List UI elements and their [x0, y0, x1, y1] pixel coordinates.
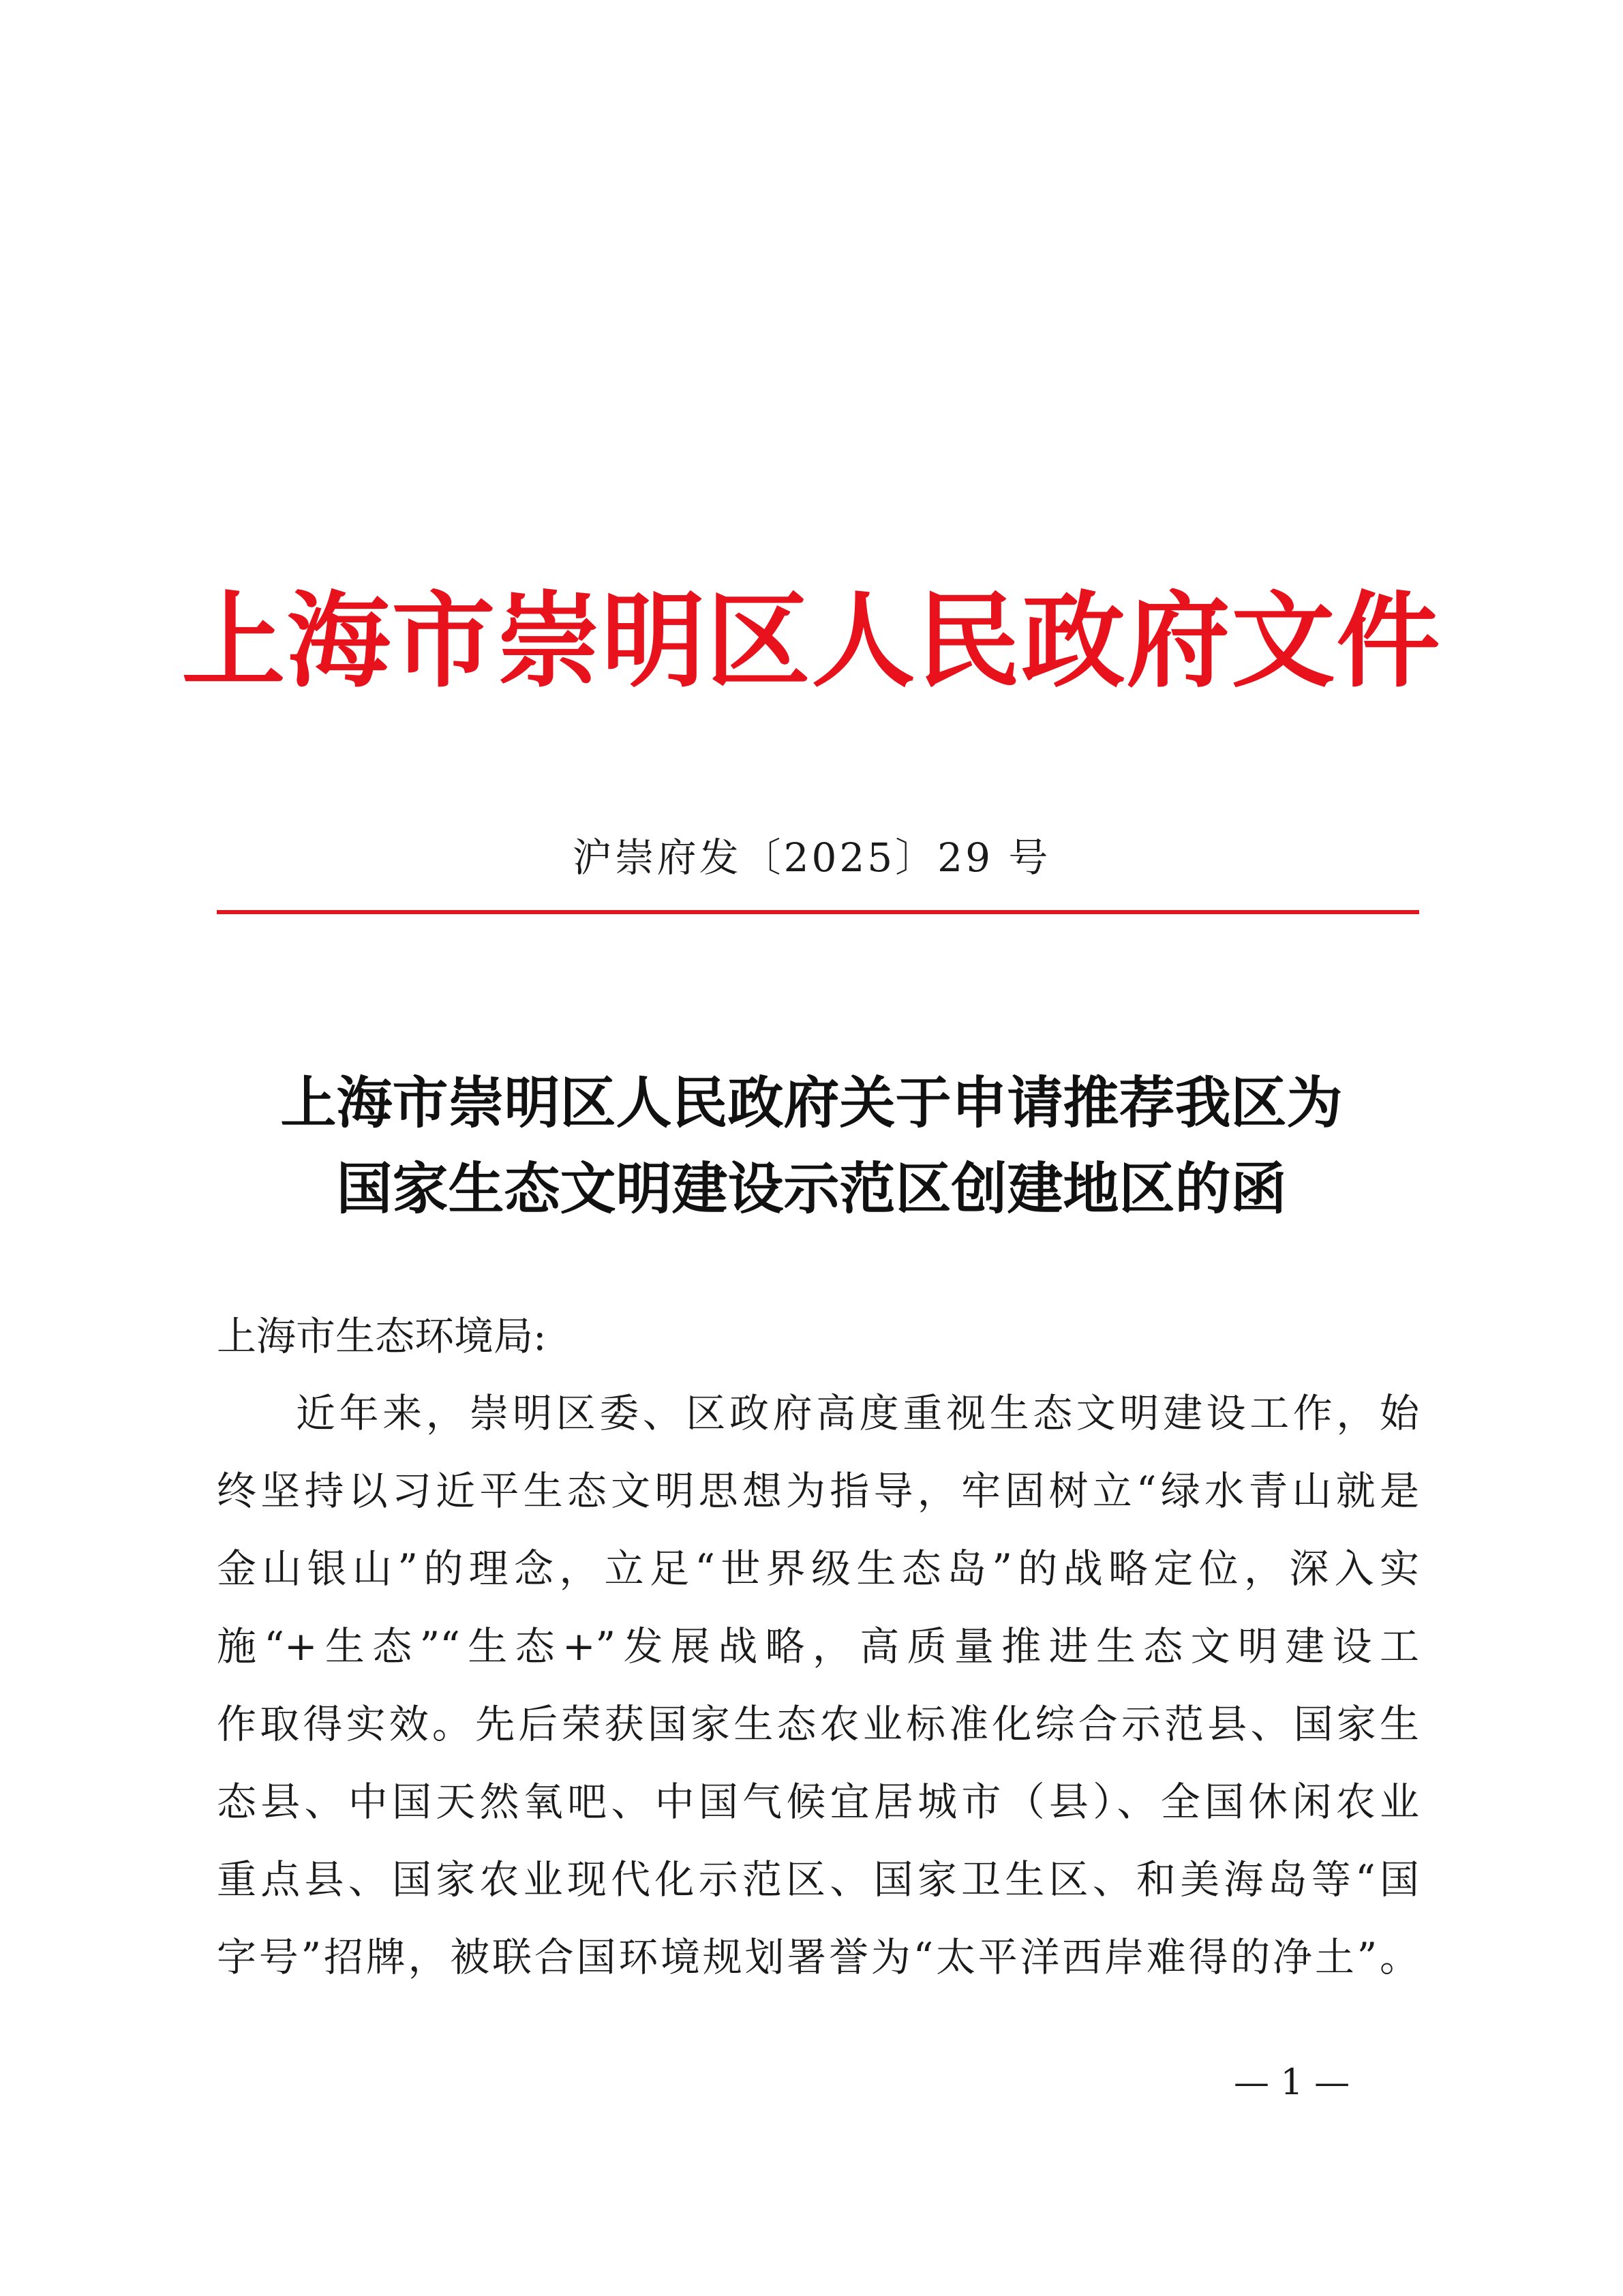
- title-line-1: 上海市崇明区人民政府关于申请推荐我区为: [280, 1070, 1343, 1136]
- body-line: 近年来，崇明区委、区政府高度重视生态文明建设工作，始: [296, 1390, 1419, 1436]
- body-line: 字号”招牌，被联合国环境规划署誉为“太平洋西岸难得的净土”。: [217, 1934, 1419, 1980]
- body-line: 态县、中国天然氧吧、中国气候宜居城市（县）、全国休闲农业: [217, 1779, 1419, 1825]
- body-line: 施“+生态”“生态+”发展战略，高质量推进生态文明建设工: [217, 1623, 1419, 1670]
- body-line: 重点县、国家农业现代化示范区、国家卫生区、和美海岛等“国: [217, 1856, 1419, 1903]
- title-line-2: 国家生态文明建设示范区创建地区的函: [336, 1156, 1287, 1222]
- body-line: 终坚持以习近平生态文明思想为指导，牢固树立“绿水青山就是: [217, 1468, 1419, 1514]
- body-line: 作取得实效。先后荣获国家生态农业标准化综合示范县、国家生: [217, 1701, 1419, 1747]
- body-line: 金山银山”的理念，立足“世界级生态岛”的战略定位，深入实: [217, 1545, 1419, 1592]
- addressee: 上海市生态环境局:: [217, 1313, 547, 1359]
- body-paragraph: [217, 1374, 1419, 1996]
- page-number: — 1 —: [1234, 2062, 1350, 2103]
- document-masthead: 上海市崇明区人民政府文件: [181, 579, 1442, 701]
- document-number: 沪崇府发〔2025〕29 号: [572, 834, 1051, 881]
- red-divider-line: [217, 910, 1419, 914]
- document-title: [0, 1060, 1623, 1232]
